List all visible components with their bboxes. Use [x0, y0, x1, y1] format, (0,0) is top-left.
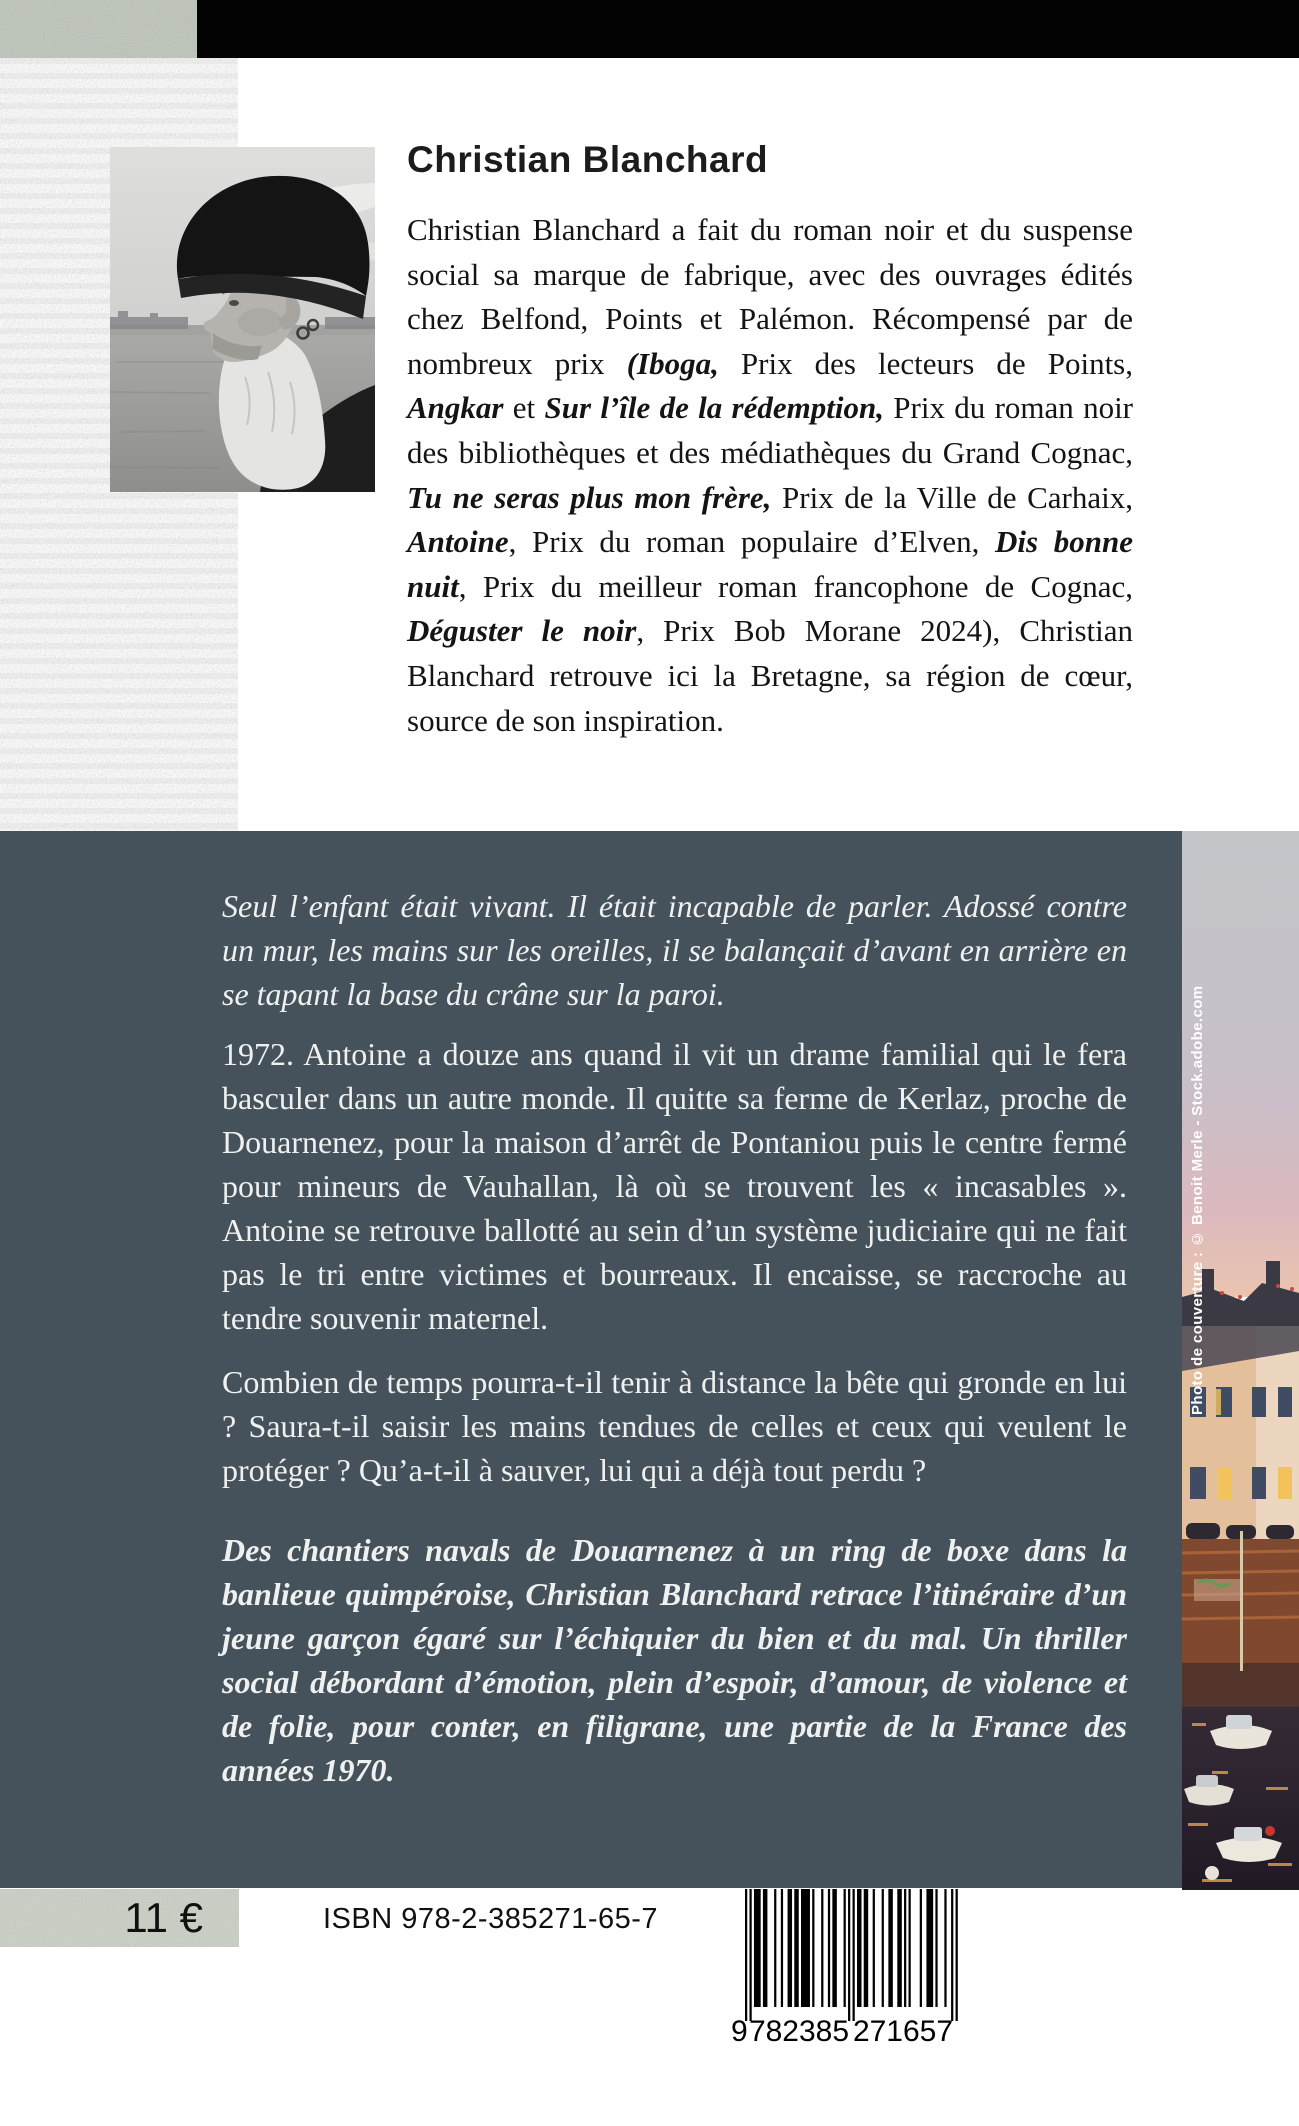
- barcode-digits-right: 271657: [852, 2015, 954, 2048]
- isbn-label: ISBN 978-2-385271-65-7: [323, 1903, 659, 1935]
- author-bio-section: [407, 141, 1133, 743]
- barcode: [727, 1889, 977, 2049]
- author-photo: [110, 147, 375, 492]
- barcode-digit-lead: 9: [731, 2015, 748, 2048]
- barcode-digits-left: 782385: [748, 2015, 850, 2048]
- blurb-text-column: [222, 884, 1127, 1792]
- top-sage-band: [0, 0, 197, 58]
- photo-credit: Photo de couverture : © Benoit Merle - Stock.adobe.com: [1189, 985, 1206, 1415]
- blurb-block: [0, 831, 1182, 1888]
- blurb-synopsis-paragraph: 1972. Antoine a douze ans quand il vit un drame familial qui le fera basculer dans un autre monde. Il quitte sa ferme de Kerlaz, proche de Douarnenez, pour la maison d’arrêt de Pontaniou puis le centre fermé pour mineurs de Vauhallan, là où se trouvent les « incasables ». Antoine se retrouve ballotté au sein d’un système judiciaire qui ne fait pas le tri entre victimes et bourreaux. Il encaisse, se raccroche au tendre souvenir maternel.: [222, 1036, 1127, 1336]
- barcode-bars: [745, 1889, 958, 2021]
- author-name-heading: Christian Blanchard: [407, 139, 769, 180]
- author-bio-paragraph: Christian Blanchard a fait du roman noir et du suspense social sa marque de fabrique, avec des ouvrages édités chez Belfond, Points et Palémon. Récompensé par de nombreux prix (Iboga, Prix des lecteurs de Points, Angkar et Sur l’île de la rédemption, Prix du roman noir des bibliothèques et des médiathèques du Grand Cognac, Tu ne seras plus mon frère, Prix de la Ville de Carhaix, Antoine, Prix du roman populaire d’Elven, Dis bonne nuit, Prix du meilleur roman francophone de Cognac, Déguster le noir, Prix Bob Morane 2024), Christian Blanchard retrouve ici la Bretagne, sa région de cœur, source de son inspiration.: [407, 212, 1134, 738]
- blurb-pitch-paragraph: Des chantiers navals de Douarnenez à un ring de boxe dans la banlieue quimpéroise, Christian Blanchard retrace l’itinéraire d’un jeune garçon égaré sur l’échiquier du bien et du mal. Un thriller social débordant d’émotion, plein d’espoir, d’amour, de violence et de folie, pour conter, en filigrane, une partie de la France des années 1970.: [222, 1532, 1127, 1788]
- top-black-bar: [197, 0, 1299, 58]
- blurb-questions-paragraph: Combien de temps pourra-t-il tenir à distance la bête qui gronde en lui ? Saura-t-il saisir les mains tendues de celles et ceux qui veulent le protéger ? Qu’a-t-il à sauver, lui qui a déjà tout perdu ?: [222, 1364, 1127, 1488]
- price-box: [0, 1889, 239, 1947]
- blurb-excerpt-paragraph: Seul l’enfant était vivant. Il était incapable de parler. Adossé contre un mur, les mains sur les oreilles, il se balançait d’avant en arrière en se tapant la base du crâne sur la paroi.: [222, 888, 1127, 1012]
- price-label: 11 €: [124, 1894, 203, 1941]
- author-portrait-illustration: [110, 147, 375, 492]
